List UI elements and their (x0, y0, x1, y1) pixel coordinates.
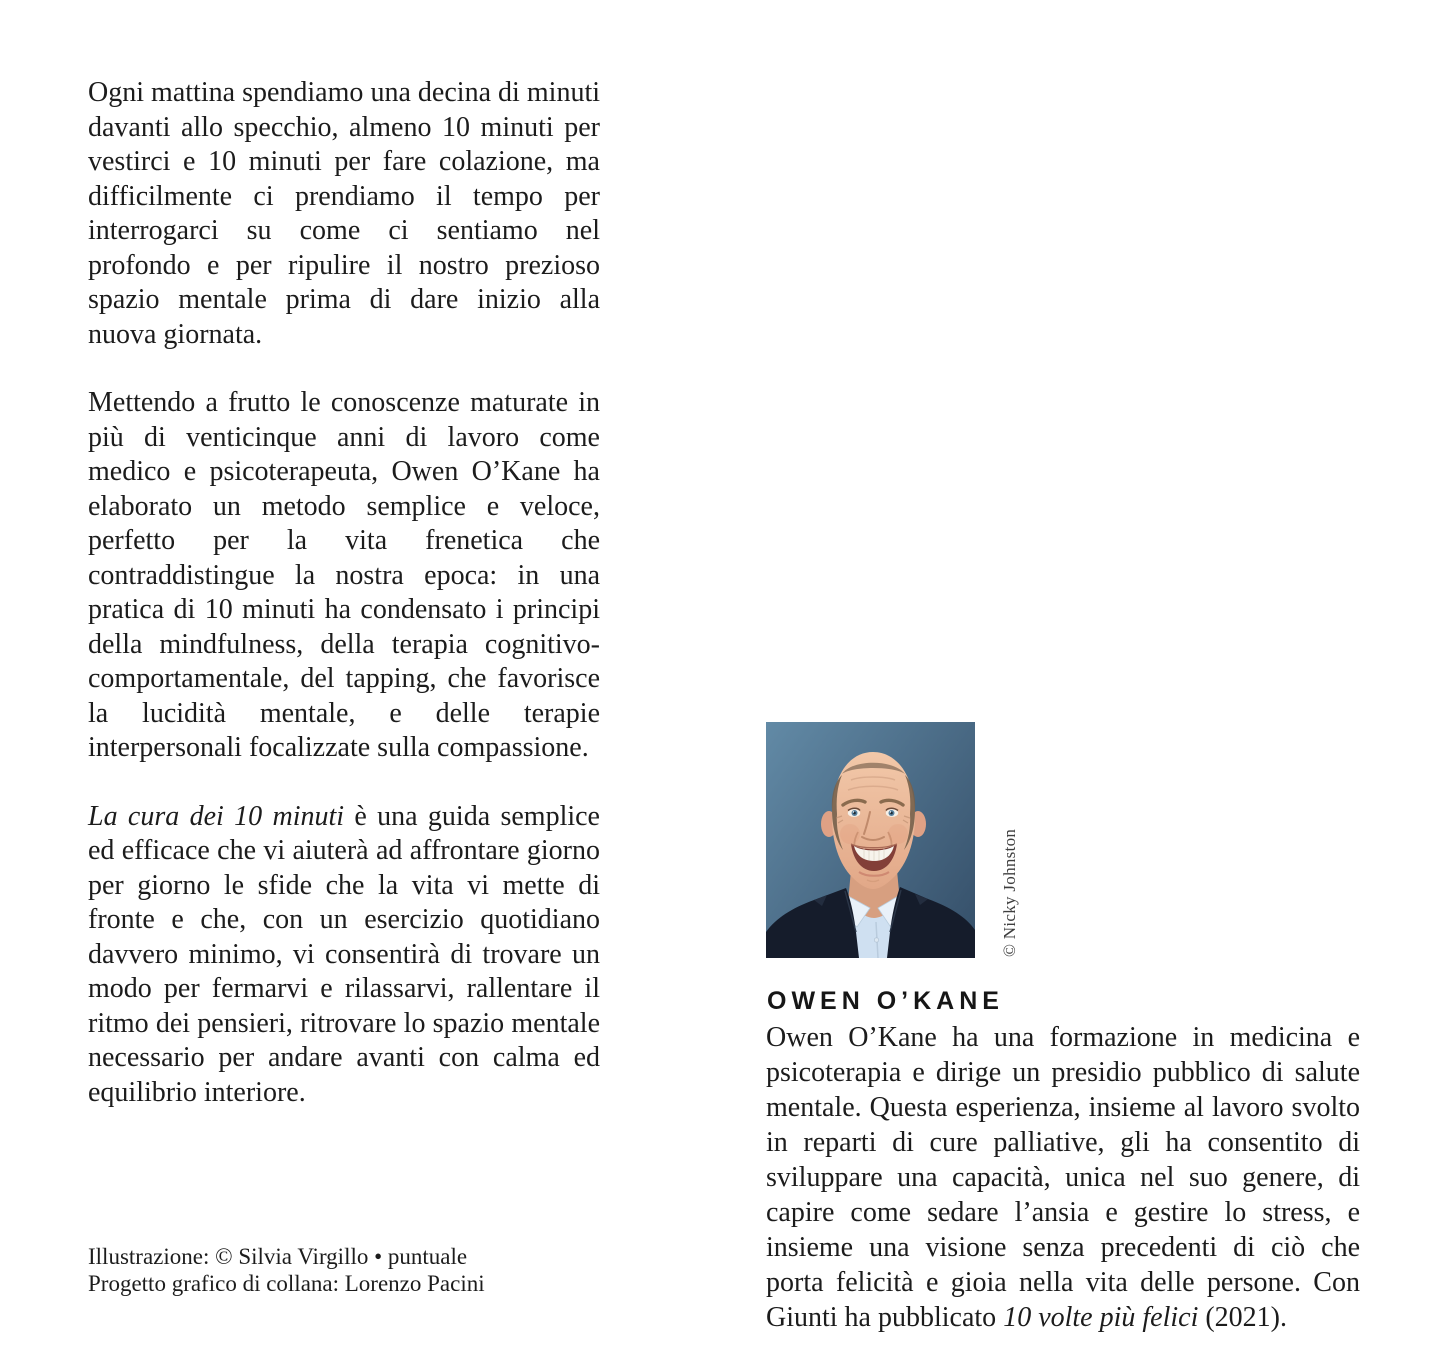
author-name-heading: OWEN O’KANE (767, 987, 1004, 1015)
synopsis-paragraph-2: Mettendo a frutto le conoscenze maturate in più di venticinque anni di lavoro come medico e psicoterapeuta, Owen O’Kane ha elaborato un metodo semplice e veloce, perfetto per la vita frenetica che contraddistingue la nostra epoca: in una pratica di 10 minuti ha condensato i principi della mindfulness, della terapia cognitivo-comportamentale, del tapping, che favorisce la lucidità mentale, e delle terapie interpersonali focalizzate sulla compassione. (88, 387, 600, 763)
book-title-italic: La cura dei 10 minuti (88, 800, 345, 832)
bio-book-title-italic: 10 volte più felici (1003, 1302, 1199, 1333)
synopsis-column (88, 76, 600, 1110)
author-photo (766, 722, 975, 958)
photo-credit-rotated: © Nicky Johnston (1000, 828, 1019, 957)
credit-line-design: Progetto grafico di collana: Lorenzo Pacini (88, 1271, 485, 1296)
bio-text-pre: Owen O’Kane ha una formazione in medicina e psicoterapia e dirige un presidio pubblico di salute mentale. Questa esperienza, insieme al lavoro svolto in reparti di cure palliative, gli ha consentito di sviluppare una capacità, unica nel suo genere, di capire come sedare l’ansia e gestire lo stress, e insieme una visione senza precedenti di ciò che porta felicità e gioia nella vita delle persone. Con Giunti ha pubblicato (766, 1022, 1360, 1333)
synopsis-paragraph-3 (88, 800, 600, 1111)
credit-line-illustration: Illustrazione: © Silvia Virgillo • puntuale (88, 1244, 468, 1269)
synopsis-paragraph-1: Ogni mattina spendiamo una decina di minuti davanti allo specchio, almeno 10 minuti per vestirci e 10 minuti per fare colazione, ma difficilmente ci prendiamo il tempo per interrogarci su come ci sentiamo nel profondo e per ripulire il nostro prezioso spazio mentale prima di dare inizio alla nuova giornata. (88, 77, 600, 350)
credits-block (88, 1243, 485, 1297)
author-photo-illustration (766, 722, 975, 958)
synopsis-paragraph-3-text: è una guida semplice ed efficace che vi aiuterà ad affrontare giorno per giorno le sfide che la vita vi mette di fronte e che, con un esercizio quotidiano davvero minimo, vi consentirà di trovare un modo per fermarvi e rilassarvi, rallentare il ritmo dei pensieri, ritrovare lo spazio mentale necessario per andare avanti con calma ed equilibrio interiore. (88, 800, 600, 1108)
author-bio (766, 1020, 1360, 1335)
bio-text-post: (2021). (1198, 1302, 1288, 1333)
